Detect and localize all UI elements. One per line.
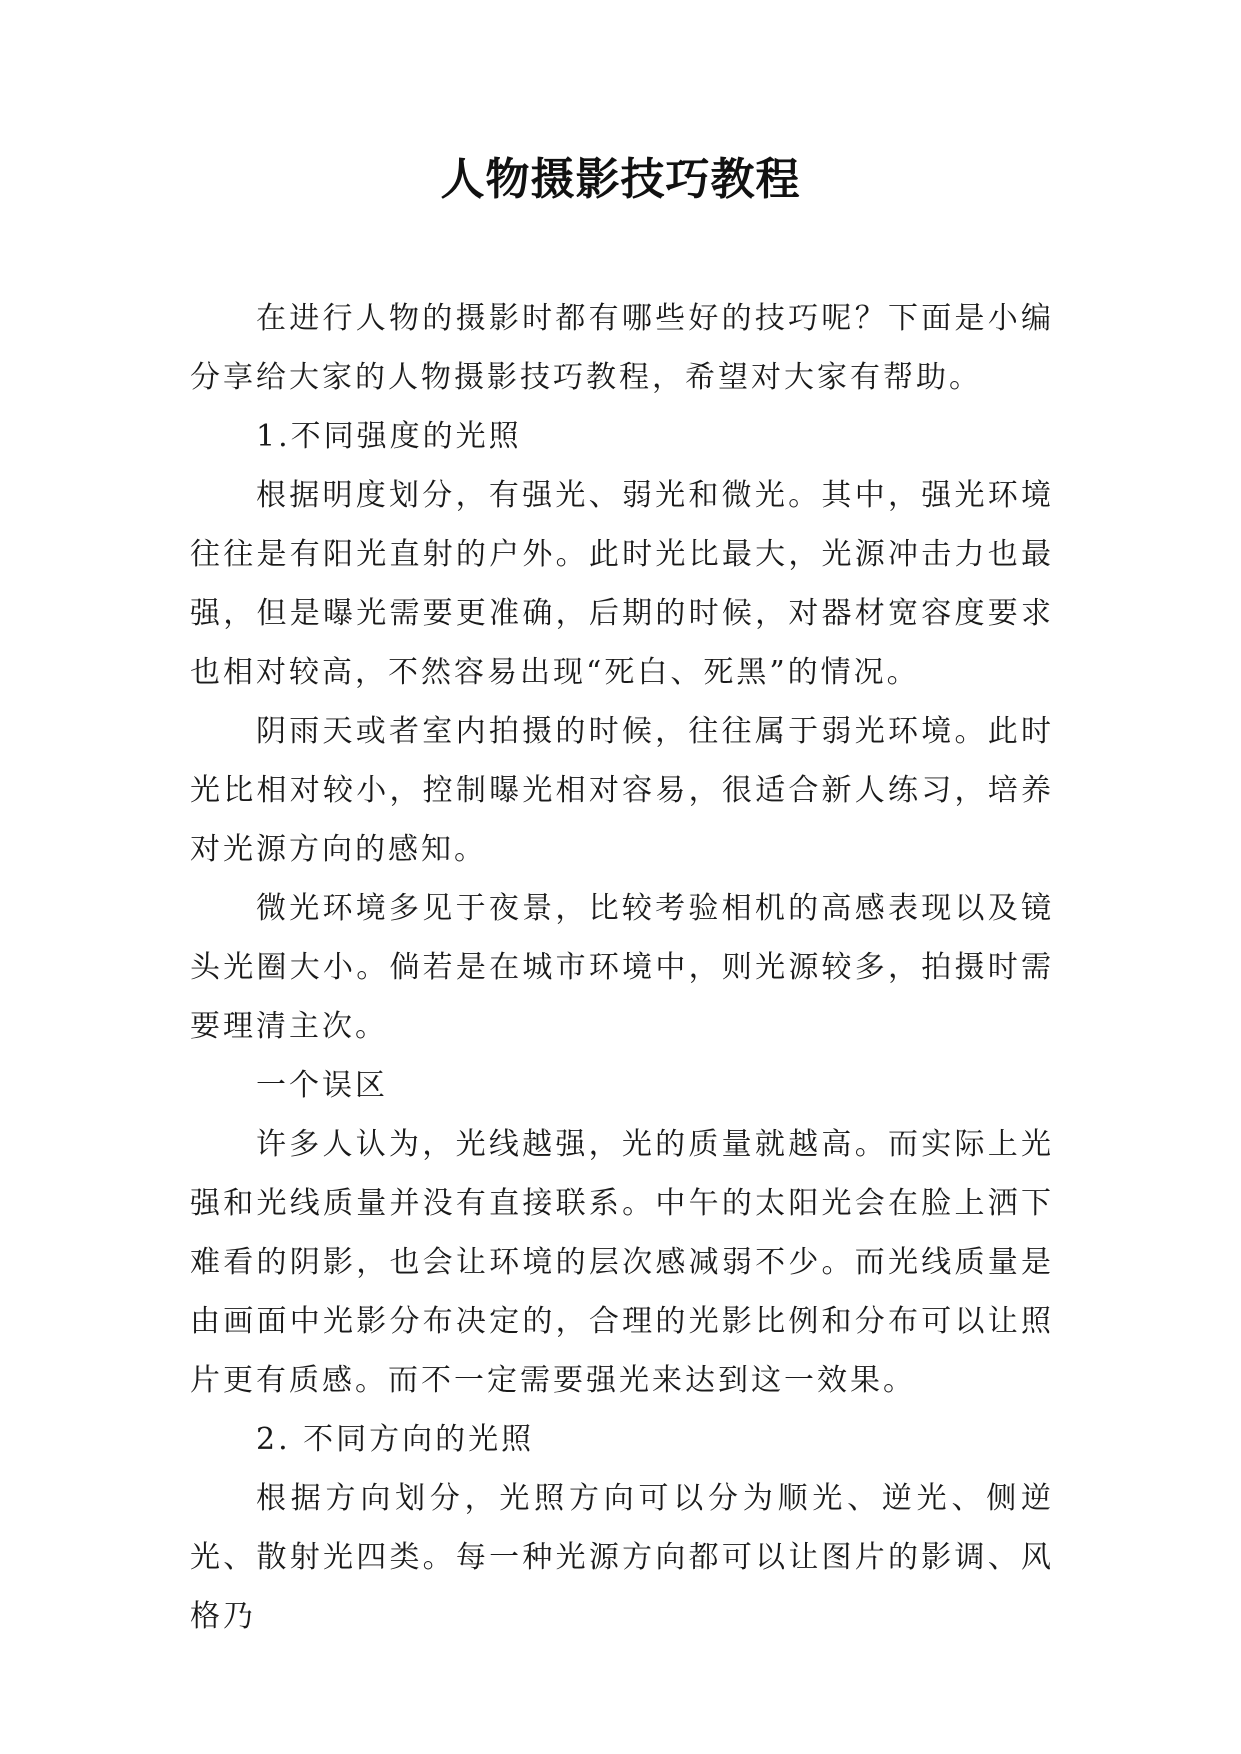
paragraph-misconception: 许多人认为，光线越强，光的质量就越高。而实际上光强和光线质量并没有直接联系。中午的太阳光会在脸上洒下难看的阴影，也会让环境的层次感减弱不少。而光线质量是由画面中光影分布决定的，合理的光影比例和分布可以让照片更有质感。而不一定需要强光来达到这一效果。 — [190, 1127, 1054, 1398]
section-heading-light-direction: 2. 不同方向的光照 — [256, 1422, 535, 1457]
document-title: 人物摄影技巧教程 — [440, 154, 801, 205]
section-heading-light-intensity: 1.不同强度的光照 — [256, 419, 522, 454]
paragraph-light-direction: 根据方向划分，光照方向可以分为顺光、逆光、侧逆光、散射光四类。每一种光源方向都可以让图片的影调、风格乃 — [190, 1481, 1054, 1634]
document-body — [190, 289, 1054, 1646]
paragraph-dim-light: 微光环境多见于夜景，比较考验相机的高感表现以及镜头光圈大小。倘若是在城市环境中，则光源较多，拍摄时需要理清主次。 — [190, 891, 1054, 1044]
paragraph-intro: 在进行人物的摄影时都有哪些好的技巧呢？下面是小编分享给大家的人物摄影技巧教程，希望对大家有帮助。 — [190, 301, 1054, 395]
paragraph-weak-light: 阴雨天或者室内拍摄的时候，往往属于弱光环境。此时光比相对较小，控制曝光相对容易，很适合新人练习，培养对光源方向的感知。 — [190, 714, 1054, 867]
paragraph-strong-light: 根据明度划分，有强光、弱光和微光。其中，强光环境往往是有阳光直射的户外。此时光比最大，光源冲击力也最强，但是曝光需要更准确，后期的时候，对器材宽容度要求也相对较高，不然容易出现“死白、死黑”的情况。 — [190, 478, 1054, 690]
section-heading-misconception: 一个误区 — [256, 1068, 388, 1103]
